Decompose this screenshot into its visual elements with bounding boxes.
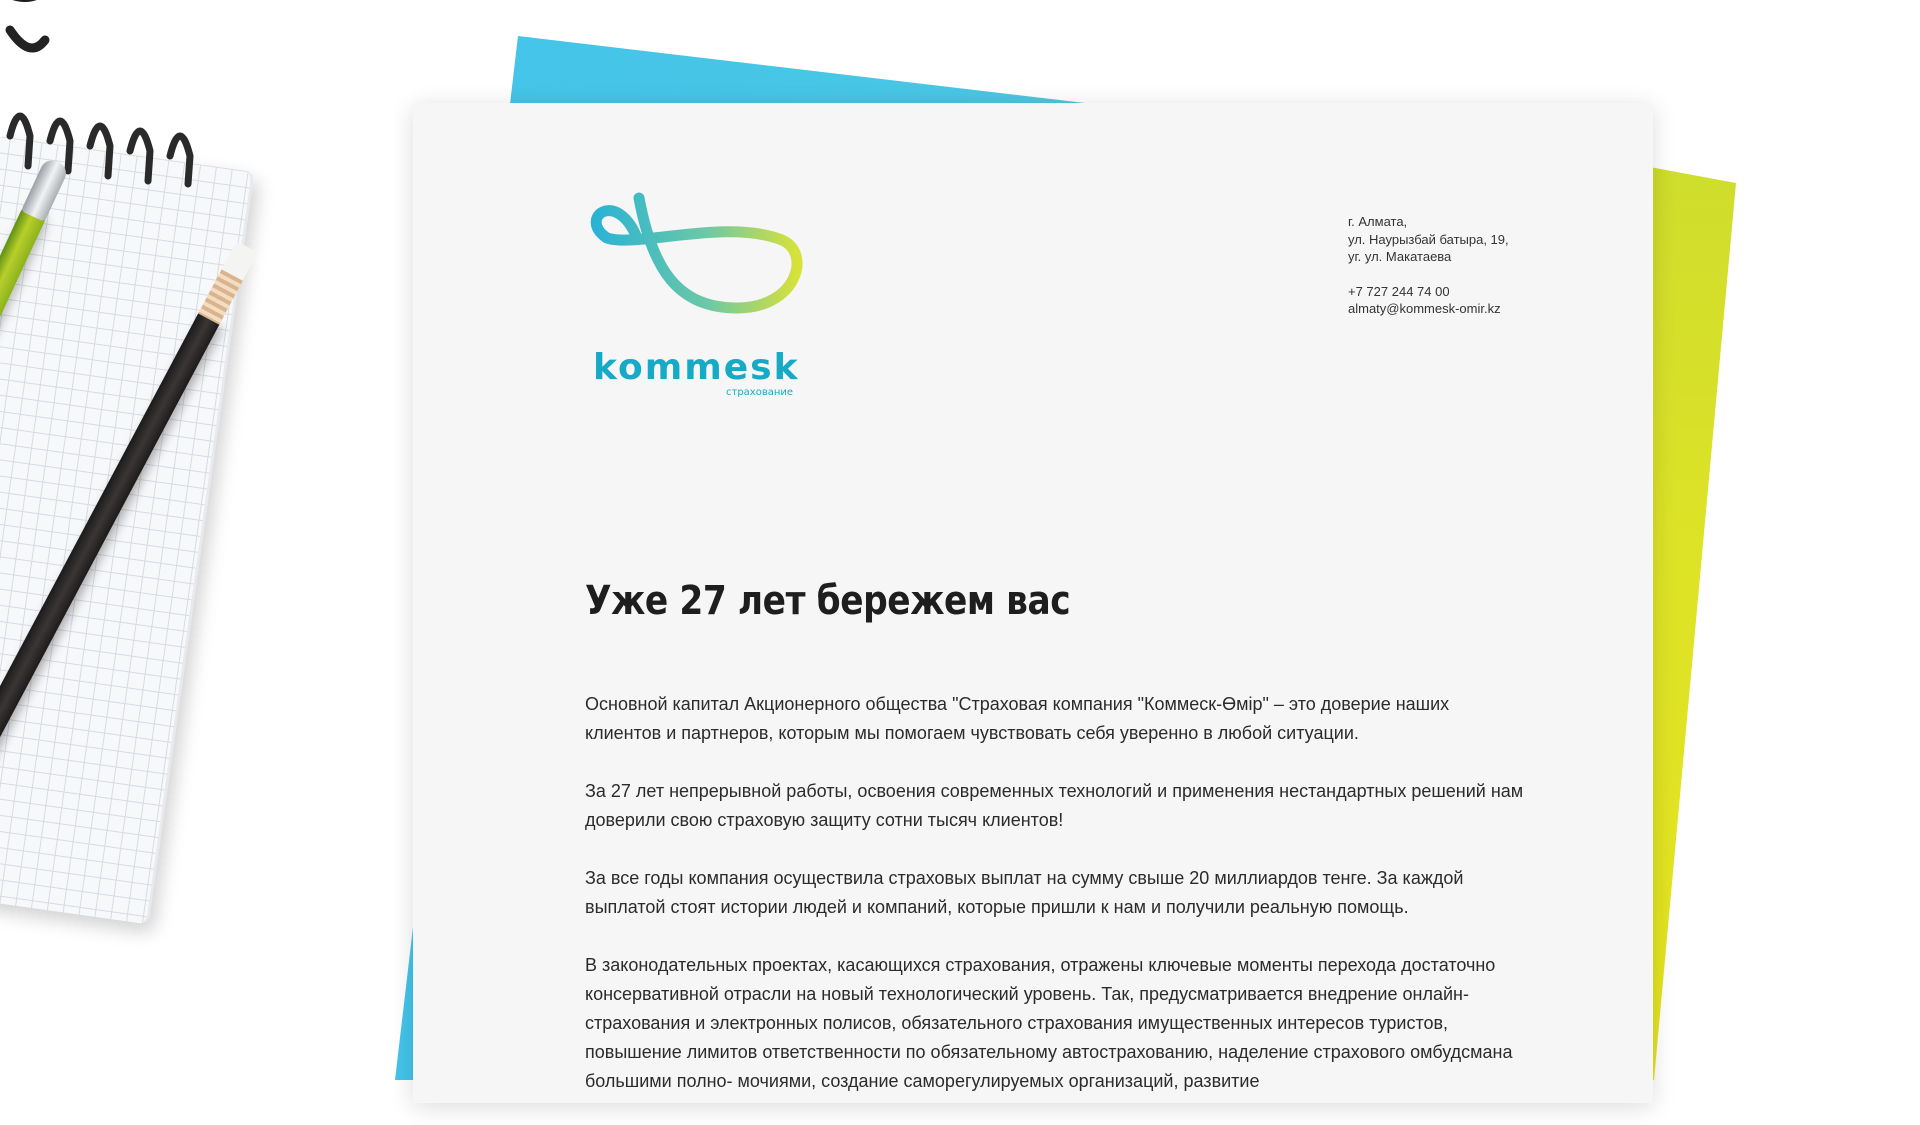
eyeglasses-icon [0,0,110,90]
contact-block [1348,213,1509,318]
brand-subtitle: страхование [726,387,794,398]
address-corner: уг. ул. Макатаева [1348,249,1452,264]
phone-number: +7 727 244 74 00 [1348,283,1450,299]
paragraph: За все годы компания осуществила страховых выплат на сумму свыше 20 миллиардов тенге. За каждой выплатой стоят истории людей и компаний, которые пришли к нам и получили реальную помощь. [585,868,1464,917]
letter-title: Уже 27 лет бережем вас [585,578,1071,624]
address-street: ул. Наурызбай батыра, 19, [1348,231,1509,247]
letter-body [585,690,1525,1125]
email-address: almaty@kommesk-omir.kz [1348,301,1501,316]
paragraph: В законодательных проектах, касающихся страхования, отражены ключевые моменты перехода достаточно консервативной отрасли на новый технологический уровень. Так, предусматривается внедрение онлайн-страхования и электронных полисов, обязательного страхования имущественных интересов туристов, повышение лимитов ответственности по обязательному автострахованию, наделение страхового омбудсмана большими полно- мочиями, создание саморегулируемых организаций, развитие [585,955,1513,1091]
notebook-spiral-rings-icon [0,96,220,186]
address-city: г. Алмата, [1348,214,1408,229]
brand-name: kommesk [593,347,800,388]
paragraph: За 27 лет непрерывной работы, освоения современных технологий и применения нестандартных решений нам доверили свою страховую защиту сотни тысяч клиентов! [585,781,1524,830]
paragraph: Основной капитал Акционерного общества "Страховая компания "Коммеск-Өмір" – это доверие наших клиентов и партнеров, которым мы помогаем чувствовать себя уверенно в любой ситуации. [585,694,1450,743]
spiral-notebook [0,135,255,924]
